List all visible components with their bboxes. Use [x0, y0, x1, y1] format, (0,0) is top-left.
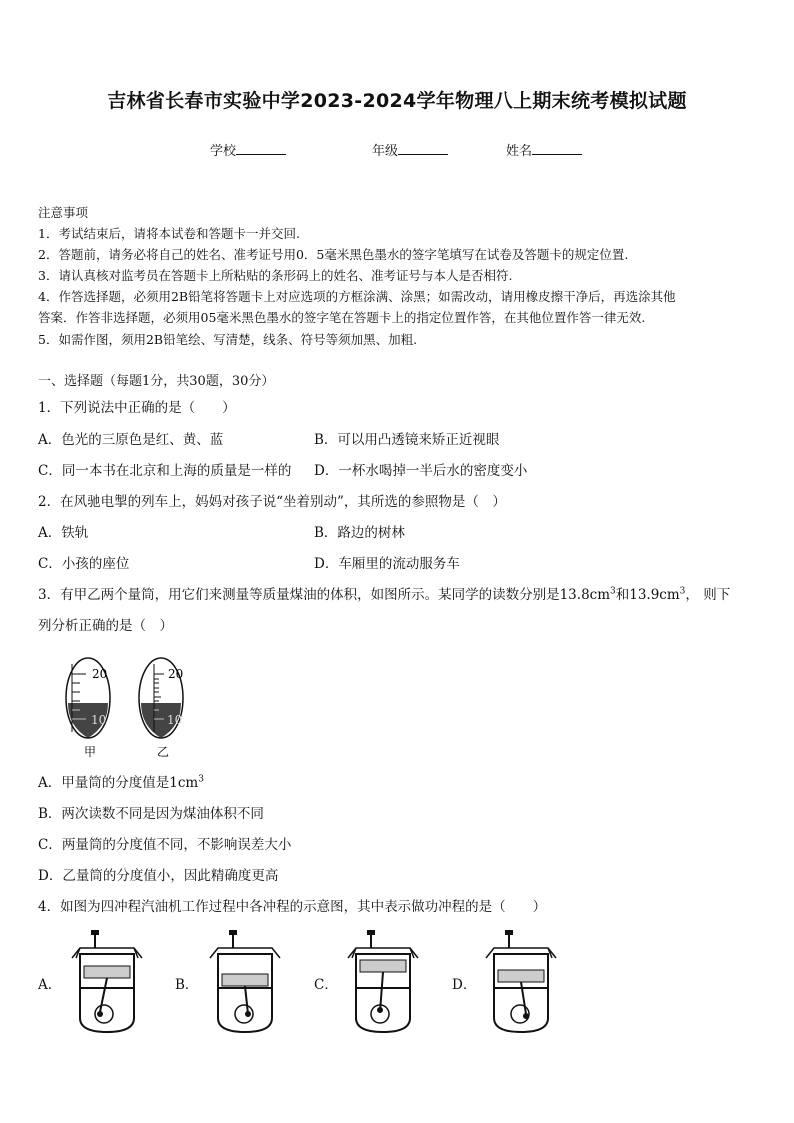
q1-option-d[interactable]: D．一杯水喝掉一半后水的密度变小 — [314, 463, 528, 479]
school-field — [210, 140, 286, 159]
name-label: 姓名 — [506, 144, 533, 159]
name-field — [506, 140, 582, 159]
cylinder-jia — [66, 658, 110, 738]
q3-option-b[interactable]: B．两次读数不同是因为煤油体积不同 — [38, 806, 264, 822]
engine-diagram-a — [62, 928, 152, 1038]
q3-option-c[interactable]: C．两量筒的分度值不同，不影响误差大小 — [38, 837, 292, 853]
graduated-cylinders-figure — [58, 652, 198, 760]
q3-option-d[interactable]: D．乙量筒的分度值小，因此精确度更高 — [38, 868, 279, 884]
cylinder-jia-tick-10: 10 — [91, 713, 107, 727]
q4-option-b-label[interactable]: B． — [175, 977, 199, 993]
q4-option-a-label[interactable]: A． — [38, 977, 62, 993]
q1-option-c[interactable]: C．同一本书在北京和上海的质量是一样的 — [38, 463, 292, 479]
q3-value-2: 13.9cm — [629, 587, 680, 603]
question-3-stem-line2: 列分析正确的是（ ） — [38, 618, 173, 634]
engine-diagram-b — [200, 928, 290, 1038]
name-blank[interactable] — [532, 142, 582, 155]
school-blank[interactable] — [236, 142, 286, 155]
notice-item: 4．作答选择题，必须用2B铅笔将答题卡上对应选项的方框涂满、涂黑；如需改动，请用橡皮擦干净后，再选涂其他 — [38, 289, 676, 304]
notice-item: 答案．作答非选择题，必须用05毫米黑色墨水的签字笔在答题卡上的指定位置作答，在其他位置作答一律无效. — [38, 310, 646, 325]
cylinder-yi-label: 乙 — [157, 745, 170, 759]
q3-unit-sup: 3 — [679, 586, 686, 597]
q3-stem-text: 3．有甲乙两个量筒，用它们来测量等质量煤油的体积，如图所示。某同学的读数分别是 — [38, 587, 560, 603]
question-2-stem: 2．在风驰电掣的列车上，妈妈对孩子说“坐着别动”，其所选的参照物是（ ） — [38, 494, 506, 510]
page-title: 吉林省长春市实验中学2023-2024学年物理八上期末统考模拟试题 — [107, 90, 687, 112]
engine-diagram-d — [476, 928, 566, 1038]
cylinder-jia-tick-20: 20 — [92, 667, 108, 681]
q2-option-b[interactable]: B．路边的树林 — [314, 525, 405, 541]
question-4-stem: 4．如图为四冲程汽油机工作过程中各冲程的示意图，其中表示做功冲程的是（ ） — [38, 899, 547, 915]
q3-and: 和 — [615, 587, 630, 603]
cylinder-yi-tick-10: 10 — [167, 713, 183, 727]
grade-blank[interactable] — [398, 142, 448, 155]
grade-label: 年级 — [372, 144, 399, 159]
school-label: 学校 — [210, 144, 237, 159]
grade-field — [372, 140, 448, 159]
q3-option-a-sup: 3 — [198, 774, 204, 785]
q2-option-d[interactable]: D．车厢里的流动服务车 — [314, 556, 460, 572]
section-heading: 一、选择题（每题1分，共30题，30分） — [38, 374, 275, 389]
question-3-stem — [38, 583, 730, 603]
notice-item: 2．答题前，请务必将自己的姓名、准考证号用0．5毫米黑色墨水的签字笔填写在试卷及答题卡的规定位置. — [38, 247, 629, 262]
q3-option-a-value: 1cm — [169, 775, 199, 791]
q2-option-c[interactable]: C．小孩的座位 — [38, 556, 130, 572]
notice-item: 5．如需作图，须用2B铅笔绘、写清楚，线条、符号等须加黑、加粗. — [38, 332, 418, 347]
notice-item: 3．请认真核对监考员在答题卡上所粘贴的条形码上的姓名、准考证号与本人是否相符. — [38, 268, 513, 283]
q3-unit-sup: 3 — [610, 586, 616, 597]
q3-option-a-text: A．甲量筒的分度值是 — [38, 775, 170, 791]
q4-option-c-label[interactable]: C． — [314, 977, 338, 993]
q3-value-1: 13.8cm — [559, 587, 611, 603]
q2-option-a[interactable]: A．铁轨 — [38, 525, 89, 541]
notice-item: 1．考试结束后，请将本试卷和答题卡一并交回. — [38, 226, 300, 241]
q4-option-d-label[interactable]: D． — [452, 977, 477, 993]
q1-option-b[interactable]: B．可以用凸透镜来矫正近视眼 — [314, 432, 500, 448]
cylinder-yi-tick-20: 20 — [168, 667, 184, 681]
q1-option-a[interactable]: A．色光的三原色是红、黄、蓝 — [38, 432, 224, 448]
engine-diagram-c — [338, 928, 428, 1038]
cylinder-yi — [139, 658, 183, 738]
cylinder-jia-label: 甲 — [84, 745, 97, 759]
q3-option-a[interactable] — [38, 771, 204, 791]
question-1-stem: 1．下列说法中正确的是（ ） — [38, 400, 236, 416]
q3-stem-tail: ， 则下 — [685, 587, 731, 603]
notice-heading: 注意事项 — [38, 205, 89, 220]
